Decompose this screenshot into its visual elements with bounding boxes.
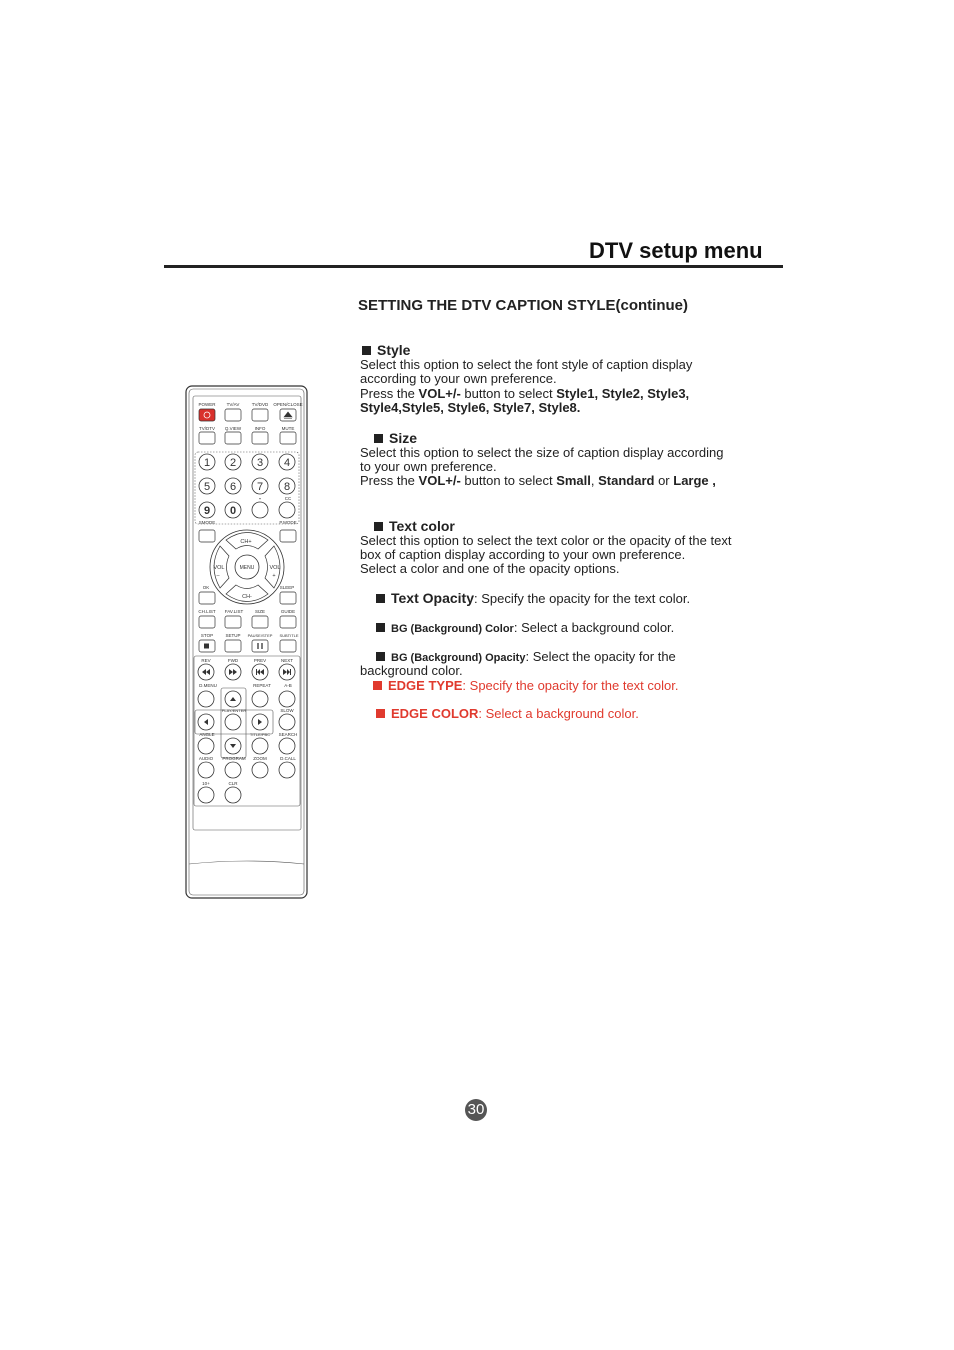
label-ok: OK: [202, 585, 210, 590]
slow-button[interactable]: [279, 714, 295, 730]
digit-7-label: 7: [256, 481, 264, 493]
label-guide: GUIDE: [280, 609, 296, 614]
style-line-1: Select this option to select the font style of caption display: [360, 357, 693, 372]
edge-color-item: [376, 707, 639, 722]
size-comma: ,: [590, 473, 599, 488]
bg-opacity-desc-2: background color.: [360, 663, 463, 678]
label-subtitle: SUBTITLE: [279, 633, 299, 638]
size-vol-key: VOL+/-: [418, 473, 461, 488]
text-opacity-desc: : Specify the opacity for the text color.: [474, 591, 691, 606]
label-tvdvd: TV/DVD: [251, 402, 269, 407]
label-pmode: P.MODE: [279, 520, 297, 525]
bullet-square-icon: [374, 434, 383, 443]
digit-6-label: 6: [229, 481, 237, 493]
mute-button[interactable]: [280, 432, 296, 444]
section-title: SETTING THE DTV CAPTION STYLE(continue): [358, 297, 688, 314]
ok-button[interactable]: [199, 592, 215, 604]
size-line-1: Select this option to select the size of caption display according: [360, 445, 724, 460]
style-options-2: Style4,Style5, Style6, Style7, Style8.: [360, 400, 581, 415]
size-line-3: [360, 474, 716, 489]
tvdvd-button[interactable]: [252, 409, 268, 421]
pmode-button[interactable]: [279, 502, 295, 518]
bullet-square-icon: [362, 346, 371, 355]
label-slow: SLOW: [280, 708, 294, 713]
size-option-standard: Standard: [598, 473, 655, 488]
edge-type-label: EDGE TYPE: [388, 678, 463, 693]
label-ten-plus: 10+: [202, 781, 210, 786]
guide-button[interactable]: [280, 616, 296, 628]
label-sleep: SLEEP: [279, 585, 295, 590]
audio-button[interactable]: [198, 762, 214, 778]
menu-label: MENU: [239, 565, 255, 571]
program-button[interactable]: [225, 762, 241, 778]
label-angle: ANGLE: [199, 732, 215, 737]
repeat-button[interactable]: [252, 691, 268, 707]
play-enter-button[interactable]: [225, 714, 241, 730]
info-button[interactable]: [252, 432, 268, 444]
text-color-line-1: Select this option to select the text color or the opacity of the text: [360, 533, 732, 548]
title-rule: [164, 265, 783, 268]
label-program: PROGRAM: [222, 756, 246, 761]
bg-color-label: BG (Background) Color: [391, 623, 514, 635]
search-button[interactable]: [279, 738, 295, 754]
dcall-button[interactable]: [279, 762, 295, 778]
label-power: POWER: [198, 402, 216, 407]
smode-button[interactable]: [199, 530, 215, 542]
label-size: SIZE: [254, 609, 266, 614]
style-line-2: according to your own preference.: [360, 371, 557, 386]
size-or: or: [654, 473, 674, 488]
dash-button[interactable]: [252, 502, 268, 518]
bg-color-desc: : Select a background color.: [513, 620, 675, 635]
bullet-square-icon: [376, 594, 385, 603]
bullet-square-icon: [376, 623, 385, 632]
style-heading: [362, 342, 410, 358]
text-color-line-2: box of caption display according to your own preference.: [360, 547, 686, 562]
page-number-badge: 30: [465, 1099, 487, 1121]
bullet-square-icon: [376, 652, 385, 661]
bg-color-item: [376, 621, 674, 637]
page-title: DTV setup menu: [589, 238, 763, 263]
bg-opacity-desc: : Select the opacity for the: [525, 649, 676, 664]
zoom-button[interactable]: [252, 762, 268, 778]
bg-opacity-label: BG (Background) Opacity: [391, 652, 526, 664]
subtitle-button[interactable]: [280, 640, 296, 652]
size-line-2: to your own preference.: [360, 459, 497, 474]
style-heading-text: Style: [377, 342, 411, 358]
style-line-3-mid: button to select: [460, 386, 557, 401]
dmenu-button[interactable]: [198, 691, 214, 707]
vol-minus-label: –: [216, 573, 220, 579]
stop-icon: [204, 644, 209, 649]
ten-plus-button[interactable]: [198, 787, 214, 803]
ab-button[interactable]: [279, 691, 295, 707]
sleep-button[interactable]: [280, 592, 296, 604]
digit-5-label: 5: [203, 481, 211, 493]
digit-2-label: 2: [229, 457, 237, 469]
label-fwd: FWD: [227, 658, 239, 663]
edge-color-label: EDGE COLOR: [391, 706, 479, 721]
size-button[interactable]: [252, 616, 268, 628]
label-cc: CC: [284, 496, 292, 501]
favlist-button[interactable]: [225, 616, 241, 628]
vol-plus-label: +: [272, 573, 276, 579]
digit-8-label: 8: [283, 481, 291, 493]
clr-button[interactable]: [225, 787, 241, 803]
tvav-button[interactable]: [225, 409, 241, 421]
style-line-3-pre: Press the: [360, 386, 419, 401]
label-next: NEXT: [280, 658, 294, 663]
pmode-key-button[interactable]: [280, 530, 296, 542]
label-pause-step: PAUSE/STEP: [247, 633, 273, 638]
label-title-pbc: TITLE/PBC: [249, 732, 271, 737]
label-rev: REV: [201, 658, 211, 663]
text-opacity-label: Text Opacity: [391, 590, 474, 606]
vol-left-label: VOL: [213, 565, 225, 571]
text-opacity-item: [376, 591, 690, 607]
style-options-1: Style1, Style2, Style3,: [556, 386, 690, 401]
label-stop: STOP: [200, 633, 214, 638]
pause-step-button[interactable]: [252, 640, 268, 652]
label-tvav: TV/AV: [226, 402, 240, 407]
power-button[interactable]: [199, 409, 215, 421]
setup-button[interactable]: [225, 640, 241, 652]
text-color-line-3: Select a color and one of the opacity options.: [360, 561, 620, 576]
label-open-close: OPEN/CLOSE: [273, 402, 303, 407]
digit-3-label: 3: [256, 457, 264, 469]
size-option-large: Large ,: [673, 473, 716, 488]
label-favlist: FAV.LIST: [224, 609, 244, 614]
label-smode: SMODE: [198, 520, 216, 525]
angle-button[interactable]: [198, 738, 214, 754]
digit-4-label: 4: [283, 457, 291, 469]
label-audio: AUDIO: [198, 756, 214, 761]
size-option-small: Small: [556, 473, 591, 488]
chlist-button[interactable]: [199, 616, 215, 628]
size-heading: [374, 430, 417, 446]
qview-button[interactable]: [225, 432, 241, 444]
label-qview: Q.VIEW: [224, 426, 242, 431]
label-dcall: D.CALL: [280, 756, 296, 761]
tvdtv-button[interactable]: [199, 432, 215, 444]
bullet-square-icon: [376, 709, 385, 718]
size-heading-text: Size: [389, 430, 418, 446]
label-play-enter: PLAY/ENTER: [221, 708, 247, 713]
dash-label: -: [258, 494, 262, 503]
label-repeat: REPEAT: [253, 683, 271, 688]
vol-right-label: VOL: [269, 565, 281, 571]
digit-1-label: 1: [203, 457, 211, 469]
digit-0-label: 0: [229, 505, 237, 517]
size-line-3-mid: button to select: [460, 473, 557, 488]
edge-type-item: [373, 679, 678, 694]
ch-up-label: CH+: [240, 539, 252, 545]
label-tvdtv: TV/DTV: [198, 426, 216, 431]
label-zoom: ZOOM: [253, 756, 267, 761]
label-ab: A-B: [284, 683, 292, 688]
digit-9-label: 9: [203, 505, 211, 517]
text-color-heading-text: Text color: [389, 518, 455, 534]
label-search: SEARCH: [278, 732, 298, 737]
bullet-square-icon: [373, 681, 382, 690]
ch-down-label: CH-: [242, 594, 252, 600]
label-prev: PREV: [253, 658, 267, 663]
label-clr: CLR: [228, 781, 238, 786]
bullet-square-icon: [374, 522, 383, 531]
remote-control-illustration: [180, 380, 314, 902]
label-setup: SETUP: [225, 633, 241, 638]
size-line-3-pre: Press the: [360, 473, 419, 488]
label-dmenu: D.MENU: [199, 683, 217, 688]
title-pbc-button[interactable]: [252, 738, 268, 754]
label-info: INFO: [254, 426, 266, 431]
label-chlist: CH.LIST: [198, 609, 216, 614]
edge-type-desc: : Specify the opacity for the text color.: [462, 678, 679, 693]
label-mute: MUTE: [281, 426, 295, 431]
style-vol-key: VOL+/-: [418, 386, 461, 401]
text-color-heading: [374, 518, 455, 534]
edge-color-desc: : Select a background color.: [478, 706, 639, 721]
